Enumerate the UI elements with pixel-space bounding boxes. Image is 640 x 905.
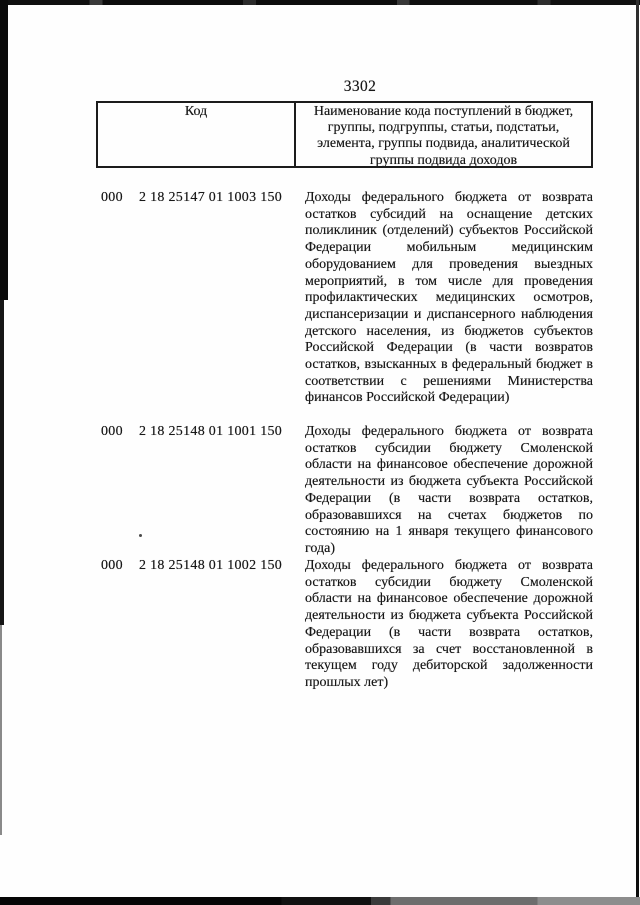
table-row bbox=[96, 190, 593, 407]
row-admin-code: 000 bbox=[101, 558, 123, 573]
row-name-description: Доходы федерального бюджета от возврата остатков субсидии бюджету Смоленской области на финансовое обеспечение дорожной деятельности из бюджета субъекта Российской Федерации (в части возврата остатков, образовавшихся за счет восстановленной в текущем году дебиторской задолженности прошлых лет) bbox=[305, 558, 593, 690]
table-row bbox=[96, 424, 593, 558]
table-row bbox=[96, 558, 593, 692]
page-number: 3302 bbox=[343, 78, 377, 95]
header-cell-code: Код bbox=[184, 104, 208, 119]
scan-edge-left bbox=[0, 0, 8, 300]
scan-edge-left-lower bbox=[0, 300, 4, 625]
row-name-description: Доходы федерального бюджета от возврата остатков субсидии бюджету Смоленской области на финансовое обеспечение дорожной деятельности из бюджета субъекта Российской Федерации (в части возврата остатков, образовавшихся на счетах бюджетов по состоянию на 1 января текущего финансового года) bbox=[305, 424, 593, 556]
row-admin-code: 000 bbox=[101, 424, 123, 439]
scan-edge-top bbox=[0, 0, 640, 5]
row-admin-code: 000 bbox=[101, 190, 123, 205]
row-budget-code: 2 18 25148 01 1001 150 bbox=[139, 424, 283, 439]
scan-edge-left-faded bbox=[0, 625, 2, 835]
scan-edge-right bbox=[636, 0, 639, 905]
row-budget-code: 2 18 25147 01 1003 150 bbox=[139, 190, 283, 205]
header-cell-name: Наименование кода поступлений в бюджет, группы, подгруппы, статьи, подстатьи, элемента, группы подвида, аналитической группы подвида доходов bbox=[294, 103, 591, 166]
row-name-description: Доходы федерального бюджета от возврата остатков субсидий на оснащение детских поликлиник (отделений) субъектов Российской Федерации мобильным медицинским оборудованием для проведения выездных мероприятий, в том числе для проведения профилактических медицинских осмотров, диспансеризации и диспансерного наблюдения детского населения, из бюджетов субъектов Российской Федерации (в части возвратов остатков, взысканных в федеральный бюджет в соответствии с решениями Министерства финансов Российской Федерации) bbox=[305, 190, 593, 406]
scan-edge-bottom bbox=[0, 897, 640, 905]
row-budget-code: 2 18 25148 01 1002 150 bbox=[139, 558, 283, 573]
table-header bbox=[96, 101, 593, 168]
